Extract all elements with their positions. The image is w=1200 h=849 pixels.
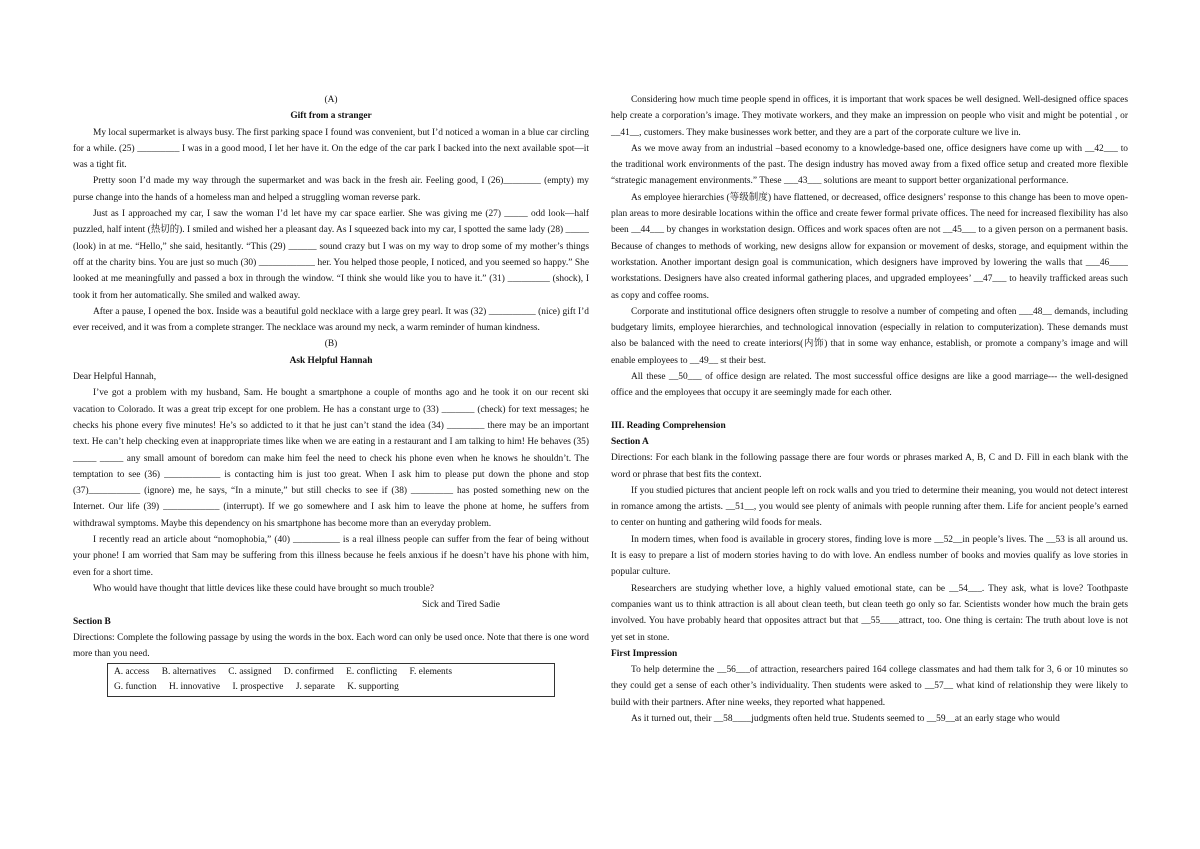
word-option-g: G. function: [114, 682, 157, 693]
word-option-j: J. separate: [295, 682, 335, 693]
part-a-paragraph-2: Pretty soon I’d made my way through the supermarket and was back in the fresh air. Feeling good, I (26)________ (empty) my purse change into the hands of a homeless man and helped a struggling woman reverse park.: [73, 176, 589, 203]
section-b-paragraph-5: All these __50___ of office design are related. The most successful office designs are like a good marriage--- the well-designed office and the employees that occupy it are seemingly made for each other.: [611, 372, 1128, 399]
left-column: [73, 92, 589, 699]
part-b-label: (B): [324, 339, 338, 350]
word-option-a: A. access: [114, 667, 150, 678]
part-a-paragraph-1: My local supermarket is always busy. The first parking space I found was convenient, but I’d noticed a woman in a blue car circling for a while. (25) _________ I was in a good mood, I let her have it. On the edge of the car park I backed into the next available spot—it was a tight fit.: [73, 127, 589, 171]
section-a-paragraph-3: Researchers are studying whether love, a highly valued emotional state, can be __54___. They ask, what is love? Toothpaste companies want us to think attraction is all about clean teeth, but clean teeth go only so far. Scientists wonder how much the brain gets involved. You have probably heard that opposites attract but that __55____attract, too. One thing is certain: The truth about love is not yet set in stone.: [611, 583, 1128, 643]
right-column: [611, 92, 1128, 727]
first-impression-heading: First Impression: [611, 648, 678, 659]
part-a-title: Gift from a stranger: [290, 111, 372, 122]
word-box-row-2: [114, 680, 548, 695]
word-option-d: D. confirmed: [283, 667, 334, 678]
part-b-signature: Sick and Tired Sadie: [422, 600, 500, 611]
part-b-paragraph-2: I recently read an article about “nomophobia,” (40) __________ is a real illness people can suffer from the fear of being without your phone! I am worried that Sam may be suffering from this illness because he feels anxious if he doesn’t have his phone with him, even for a short time.: [73, 535, 589, 578]
section-b-heading: Section B: [73, 616, 111, 627]
part-b-salutation: Dear Helpful Hannah,: [73, 372, 157, 383]
word-option-h: H. innovative: [169, 682, 221, 693]
part-b-title: Ask Helpful Hannah: [289, 355, 373, 366]
spacer: [611, 402, 1128, 418]
section-b-paragraph-4: Corporate and institutional office designers often struggle to resolve a number of competing and often ___48__ demands, including budgetary limits, employee hierarchies, and technological innovation (especially in relation to computerization). These demands must also be balanced with the need to create interiors(内饰) that in some way enhance, establish, or promote a company’s image and will enable employees to __49__ st their best.: [611, 306, 1128, 366]
part-a-label: (A): [324, 95, 338, 105]
part-b-paragraph-3: Who would have thought that little devices like these could have brought so much trouble?: [93, 583, 435, 594]
word-option-b: B. alternatives: [161, 667, 216, 678]
part-a-paragraph-4: After a pause, I opened the box. Inside was a beautiful gold necklace with a large grey pearl. It was (32) __________ (nice) gift I’d ever received, and it was from a complete stranger. The necklace was around my neck, a warm reminder of human kindness.: [73, 306, 589, 334]
word-option-k: K. supporting: [347, 682, 399, 693]
section-a-paragraph-1: If you studied pictures that ancient people left on rock walls and you tried to determine their meaning, you would not detect interest in romance among the artists. __51__, you would see plenty of animals with people running after them. Life for ancient people’s earned to center on hunting and gathering wild foods for meals.: [611, 485, 1128, 529]
section-b-paragraph-3: As employee hierarchies (等级制度) have flattened, or decreased, office designers’ response to this change has been to move open-plan areas to more desirable locations within the office and create fewer formal private offices. The need for increased flexibility has also been __44___ by changes in workstation design. Offices and work spaces often are not __45___ to a given person on a permanent basis. Because of changes to methods of working, new designs allow for expansion or movement of desks, storage, and equipment within the workstation. Another important design goal is communication, which designers have improved by lowering the walls that ___46____ workstations. Designers have also created informal gathering places, and upgraded employees’ __47___ to heavily trafficked areas such as copy and coffee rooms.: [611, 192, 1128, 301]
section-a-heading: Section A: [611, 436, 649, 447]
word-option-f: F. elements: [409, 667, 453, 678]
word-box: [107, 663, 555, 697]
first-impression-paragraph-1: To help determine the __56___of attraction, researchers paired 164 college classmates and had them talk for 3, 6 or 10 minutes so they could get a sense of each other’s individuality. Then students were asked to __57__ what kind of relationship they were likely to build with their partners. After nine weeks, they reported what happened.: [611, 665, 1128, 708]
word-option-e: E. conflicting: [346, 667, 398, 678]
part-b-paragraph-1: I’ve got a problem with my husband, Sam. He bought a smartphone a couple of months ago and he took it on our recent ski vacation to Colorado. It was a great trip except for one problem. He has a constant urge to (33) _______ (check) for text messages; he checks his phone every five minutes! He’s so addicted to it that he just can’t stand the idea (34) ________ there may be an important text. He can’t help checking even at inappropriate times like when we are eating in a restaurant and I am talking to him! He behaves (35) _____ _____ any small amount of boredom can make him feel the need to check his phone even when he knows he shouldn’t. The temptation to see (36) ____________ is contacting him is just too great. When I ask him to please put down the phone and stop (37)___________ (ignore) me, he says, “In a minute,” but still checks to see if (38) _________ has posted something new on the Internet. Our life (39) ____________ (interrupt). If we go somewhere and I ask him to leave the phone at home, he suffers from withdrawal symptoms. Maybe this dependency on his smartphone has become more than an everyday problem.: [73, 388, 589, 529]
part-a-paragraph-3: Just as I approached my car, I saw the woman I’d let have my car space earlier. She was giving me (27) _____ odd look—half puzzled, half intent (热切的). I smiled and wished her a pleasant day. As I squeezed back into my car, I spotted the same lady (28) _____ (look) in at me. “Hello,” she said, hesitantly. “This (29) ______ sound crazy but I was on my way to drop some of my mother’s things off at the charity bins. You are just so much (30) ____________ her. You helped those people, I noticed, and you seemed so happy.” She looked at me meaningfully and passed a box in through the window. “I think she would like you to have it.” (31) _________ (shock), I took it from her automatically. She smiled and walked away.: [73, 209, 589, 301]
section-b-paragraph-1: Considering how much time people spend in offices, it is important that work spaces be well designed. Well-designed office spaces help create a corporation’s image. They motivate workers, and they make an impression on people who visit and might be potential , or __41__, customers. They make businesses work better, and they are a part of the corporate culture we live in.: [611, 95, 1128, 138]
word-option-i: I. prospective: [232, 682, 284, 693]
section-b-directions: Directions: Complete the following passage by using the words in the box. Each word can only be used once. Note that there is one word more than you need.: [73, 632, 589, 660]
part-3-heading: III. Reading Comprehension: [611, 420, 726, 431]
section-a-directions: Directions: For each blank in the following passage there are four words or phrases marked A, B, C and D. Fill in each blank with the word or phrase that best fits the context.: [611, 453, 1128, 480]
first-impression-paragraph-2: As it turned out, their __58____judgments often held true. Students seemed to __59__at an early stage who would: [631, 713, 1060, 724]
word-option-c: C. assigned: [228, 667, 272, 678]
section-a-paragraph-2: In modern times, when food is available in grocery stores, finding love is more __52__in people’s lives. The __53 is all around us. It is easy to prepare a list of modern stories having to do with love. An endless number of books and movies qualify as love stories in popular culture.: [611, 534, 1128, 578]
section-b-paragraph-2: As we move away from an industrial –based economy to a knowledge-based one, office designers have come up with __42___ to the traditional work environments of the past. The design industry has moved away from a fixed office setup and created more flexible “strategic management environments.” These ___43___ solutions are meant to support better organizational performance.: [611, 143, 1128, 187]
word-box-row-1: [114, 665, 548, 680]
